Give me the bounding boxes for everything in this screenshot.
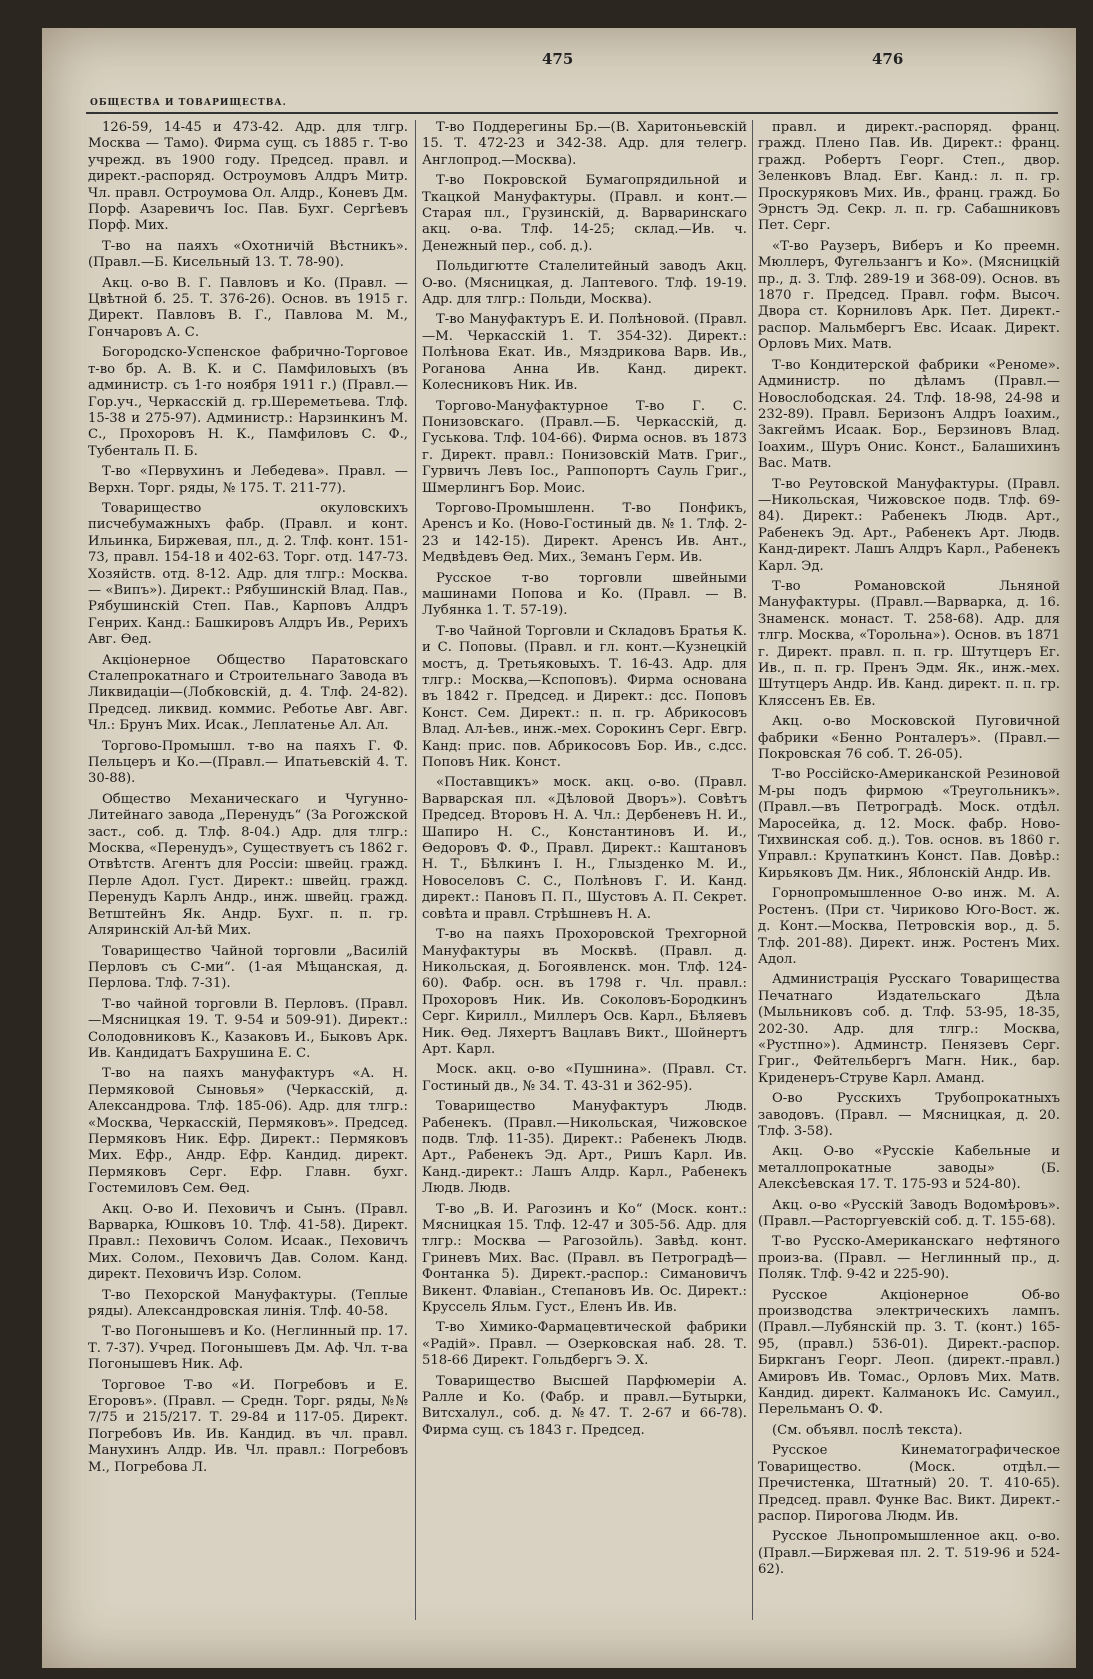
directory-entry: Торгово-Промышленн. Т-во Понфикъ, Аренсъ и Ко. (Ново-Гостиный дв. № 1. Тлф. 2-23 и 142-15). Директ. Аренсъ Ив. Ант., Медвѣдевъ Ѳед. Мих., Земанъ Герм. Ив. — [422, 500, 747, 566]
directory-entry: Т-во Поддерегины Бр.—(В. Харитоньевскій 15. Т. 472-23 и 342-38. Адр. для телегр. Англопрод.—Москва). — [422, 120, 747, 168]
directory-entry: 126-59, 14-45 и 473-42. Адр. для тлгр. Москва — Тамо). Фирма сущ. съ 1885 г. Т-во учрежд. въ 1900 году. Председ. правл. и директ.-распоряд. Остроумовъ Алдръ Митр. Чл. правл. Остроумова Ол. Алдр., Коневъ Дм. Порф. Азаревичъ Іос. Пав. Бухг. Сергѣевъ Порф. Мих. — [88, 120, 408, 234]
directory-entry: Т-во Романовской Льняной Мануфактуры. (Правл.—Варварка, д. 16. Знаменск. монаст. Т. 258-68). Адр. для тлгр. Москва, «Торольна»). Основ. въ 1871 г. Директ. правл. п. п. гр. Штутцеръ Ег. Ив., п. п. гр. Пренъ Эдм. Як., инж.-мех. Штутцеръ Андр. Ив. Канд. директ. п. п. гр. Кляссенъ Ев. Ев. — [758, 578, 1060, 709]
directory-entry: Товарищество Высшей Парфюмеріи А. Ралле и Ко. (Фабр. и правл.—Бутырки, Витсхалул., соб. д. №47. Т. 2-67 и 66-78). Фирма сущ. съ 1843 г. Председ. — [422, 1373, 747, 1438]
directory-entry: правл. и директ.-распоряд. франц. гражд. Плено Пав. Ив. Директ.: франц. гражд. Робертъ Георг. Степ., двор. Зеленковъ Влад. Евг. Канд.: л. п. гр. Проскуряковъ Мих. Ив., франц. гражд. Бо Эрнстъ Эд. Секр. л. п. гр. Сабашниковъ Пет. Серг. — [758, 120, 1060, 234]
directory-entry: Т-во Химико-Фармацевтической фабрики «Радій». Правл. — Озерковская наб. 28. Т. 518-66 Директ. Гольдбергъ Э. Х. — [422, 1320, 747, 1369]
book-page — [42, 28, 1076, 1668]
directory-entry: Торговое Т-во «И. Погребовъ и Е. Егоровъ». (Правл. — Средн. Торг. ряды, №№ 7/75 и 215/217. Т. 29-84 и 117-05. Директ. Погребовъ Ив. Ив. Кандид. въ чл. правл. Манухинъ Алдр. Ив. Чл. правл.: Погребовъ М., Погребова Л. — [88, 1377, 408, 1475]
directory-entry: Т-во Пехорской Мануфактуры. (Теплые ряды). Александровская линія. Тлф. 40-58. — [88, 1287, 408, 1320]
directory-entry: Моск. акц. о-во «Пушнина». (Правл. Ст. Гостиный дв., № 34. Т. 43-31 и 362-95). — [422, 1062, 747, 1094]
directory-entry: Акц. о-во «Русскій Заводъ Водомѣровъ». (Правл.—Расторгуевскій соб. д. Т. 155-68). — [758, 1197, 1060, 1229]
directory-entry: Товарищество окуловскихъ писчебумажныхъ фабр. (Правл. и конт. Ильинка, Биржевая, пл., д. 2. Тлф. конт. 151-73, правл. 154-18 и 402-63. Торг. отд. 147-73. Хозяйств. отд. 8-12. Адр. для тлгр.: Москва. — «Випъ»). Директ.: Рябушинскій Влад. Пав., Рябушинскій Степ. Пав., Карповъ Алдръ Генрих. Канд.: Башкировъ Алдръ Ив., Рерихъ Авг. Ѳед. — [88, 500, 408, 648]
directory-entry: Акц. О-во И. Пеховичъ и Сынъ. (Правл. Варварка, Юшковъ 10. Тлф. 41-58). Директ. Правл.: Пеховичъ Солом. Исаак., Пеховичъ Мих. Солом., Пеховичъ Дав. Солом. Канд. директ. Пеховичъ Изр. Солом. — [88, 1201, 408, 1283]
directory-entry: Т-во Русско-Американскаго нефтяного произ-ва. (Правл. — Неглинный пр., д. Поляк. Тлф. 9-42 и 225-90). — [758, 1234, 1060, 1283]
column-3 — [758, 120, 1060, 1620]
directory-entry: Т-во на паяхъ мануфактуръ «А. Н. Пермяковой Сыновья» (Черкасскій, д. Александрова. Тлф. 185-06). Адр. для тлгр.: «Москва, Черкасскій, Пермяковъ». Председ. Пермяковъ Ник. Ефр. Директ.: Пермяковъ Мих. Ефр., Андр. Ефр. Кандид. директ. Пермяковъ Серг. Ефр. Главн. бухг. Гостемиловъ Сем. Ѳед. — [88, 1066, 408, 1197]
directory-entry: Т-во «Первухинъ и Лебедева». Правл. —Верхн. Торг. ряды, № 175. Т. 211-77). — [88, 464, 408, 496]
directory-entry: Т-во Россійско-Американской Резиновой М-ры подъ фирмою «Треугольникъ». (Правл.—въ Петроградѣ. Моск. отдѣл. Маросейка, д. 12. Моск. фабр. Ново-Тихвинская соб. д.). Тов. основ. въ 1860 г. Управл.: Крупаткинъ Конст. Пав. Довѣр.: Кирьяковъ Дм. Ник., Яблонскій Андр. Ив. — [758, 767, 1060, 881]
directory-entry: Акц. о-во Московской Пуговичной фабрики «Бенно Ронталеръ». (Правл.—Покровская 76 соб. Т. 26-05). — [758, 714, 1060, 763]
directory-entry: Администрація Русскаго Товарищества Печатнаго Издательскаго Дѣла (Мыльниковъ соб. д. Тлф. 53-95, 18-35, 202-30. Адр. для тлгр.: Москва, «Рустпно»). Админстр. Пенязевъ Серг. Григ., Фейтельбергъ Магн. Ник., бар. Криденеръ-Струве Карл. Аманд. — [758, 972, 1060, 1086]
directory-entry: Т-во Погонышевъ и Ко. (Неглинный пр. 17. Т. 7-37). Учред. Погонышевъ Дм. Аф. Чл. т-ва Погонышевъ Ник. Аф. — [88, 1324, 408, 1373]
directory-entry: Горнопромышленное О-во инж. М. А. Ростенъ. (При ст. Чириково Юго-Вост. ж. д. Конт.—Москва, Петровскія вор., д. 5. Тлф. 201-88). Директ. инж. Ростенъ Мих. Адол. — [758, 886, 1060, 967]
running-head: ОБЩЕСТВА И ТОВАРИЩЕСТВА. — [90, 98, 287, 108]
directory-entry: Акціонерное Общество Паратовскаго Сталепрокатнаго и Строительнаго Завода въ Ликвидаціи—(Лобковскій, д. 4. Тлф. 24-82). Председ. ликвид. коммис. Реботье Авг. Авг. Чл.: Брунъ Мих. Исак., Леплатенье Ал. Ал. — [88, 652, 408, 734]
directory-entry: Т-во Чайной Торговли и Складовъ Братья К. и С. Поповы. (Правл. и гл. конт.—Кузнецкій мостъ, д. Третьяковыхъ. Т. 16-43. Адр. для тлгр.: Москва,—Кспоповъ). Фирма основана въ 1842 г. Председ. и Директ.: дсс. Поповъ Конст. Сем. Директ.: п. п. гр. Абрикосовъ Влад. Ал-ѣев., инж.-мех. Сорокинъ Серг. Евгр. Канд: прис. пов. Абрикосовъ Бор. Ив., с.дсс. Поповъ Ник. Конст. — [422, 623, 747, 771]
directory-entry: Акц. О-во «Русскіе Кабельные и металлопрокатные заводы» (Б. Алексѣевская 17. Т. 175-93 и 524-80). — [758, 1144, 1060, 1193]
directory-entry: Т-во Кондитерской фабрики «Реноме». Администр. по дѣламъ (Правл.—Новослободская. 24. Тлф. 18-98, 24-98 и 232-89). Правл. Беризонъ Алдръ Іоахим., Закгеймъ Исаак. Бор., Берзиновъ Влад. Іоахим., Шуръ Онис. Конст., Балашихинъ Вас. Матв. — [758, 357, 1060, 472]
column-divider-1 — [415, 120, 416, 1620]
directory-entry: Т-во Мануфактуръ Е. И. Полѣновой. (Правл.—М. Черкасскій 1. Т. 354-32). Директ.: Полѣнова Екат. Ив., Мяздрикова Варв. Ив., Роганова Анна Ив. Канд. директ. Колесниковъ Ник. Ив. — [422, 312, 747, 394]
directory-entry: «Поставщикъ» моск. акц. о-во. (Правл. Варварская пл. «Дѣловой Дворъ»). Совѣтъ Председ. Второвъ Н. А. Чл.: Дербеневъ Н. И., Шапиро Н. С., Константиновъ И. И., Ѳедоровъ Ф. Ф., Правл. Директ.: Каштановъ Н. Т., Бѣлкинъ І. Н., Глызденко М. И., Новоселовъ С. С., Полѣновъ Г. И. Канд. директ.: Пановъ П. П., Шустовъ А. П. Секрет. совѣта и правл. Стрѣшневъ Н. А. — [422, 775, 747, 922]
page-number-left: 475 — [542, 50, 574, 68]
directory-entry: Русское Кинематографическое Товарищество. (Моск. отдѣл.—Пречистенка, Штатный) 20. Т. 410-65). Председ. правл. Функе Вас. Викт. Директ.-распор. Пирогова Людм. Ив. — [758, 1443, 1060, 1524]
directory-entry: Русское Льнопромышленное акц. о-во. (Правл.—Биржевая пл. 2. Т. 519-96 и 524-62). — [758, 1529, 1060, 1578]
directory-entry: Общество Механическаго и Чугунно-Литейнаго завода „Перенудъ“ (За Рогожской заст., соб. д. Тлф. 8-04.) Адр. для тлгр.: Москва, «Перенудъ», Существуетъ съ 1862 г. Отвѣтств. Агентъ для Россіи: швейц. гражд. Перле Адол. Густ. Директ.: швейц. гражд. Перенудъ Карлъ Андр., инж. швейц. гражд. Ветштейнъ Як. Андр. Бухг. п. п. гр. Аляринскій Ал-ѣй Мих. — [88, 791, 408, 939]
directory-entry: «Т-во Раузеръ, Виберъ и Ко преемн. Мюллеръ, Фугельзангъ и Ко». (Мясницкій пр., д. 3. Тлф. 289-19 и 368-09). Основ. въ 1870 г. Председ. Правл. гофм. Высоч. Двора ст. Корниловъ Арк. Пет. Директ.-распор. Мальмбергъ Евс. Исаак. Директ. Орловъ Мих. Матв. — [758, 238, 1060, 353]
directory-entry: Товарищество Мануфактуръ Людв. Рабенекъ. (Правл.—Никольская, Чижовское подв. Тлф. 11-35). Директ.: Рабенекъ Людв. Арт., Рабенекъ Эд. Арт., Ришъ Карл. Ив. Канд.-директ.: Лашъ Алдр. Карл., Рабенекъ Людв. Людв. — [422, 1099, 747, 1197]
directory-entry: О-во Русскихъ Трубопрокатныхъ заводовъ. (Правл. — Мясницкая, д. 20. Тлф. 3-58). — [758, 1091, 1060, 1139]
top-rule — [86, 112, 1058, 114]
directory-entry: Русское Акціонерное Об-во производства электрическихъ лампъ. (Правл.—Лубянскій пр. 3. Т. (конт.) 165-95, (правл.) 536-01). Директ.-распор. Биркганъ Георг. Леоп. (директ.-правл.) Амировъ Ив. Томас., Орловъ Мих. Матв. Кандид. директ. Калманокъ Ис. Самуил., Перельманъ О. Ф. — [758, 1287, 1060, 1418]
column-2 — [422, 120, 747, 1620]
directory-entry: Т-во на паяхъ Прохоровской Трехгорной Мануфактуры въ Москвѣ. (Правл. д. Никольская, д. Богоявленск. мон. Тлф. 124-60). Фабр. осн. въ 1798 г. Чл. правл.: Прохоровъ Ник. Ив. Соколовъ-Бородкинъ Серг. Кирилл., Миллеръ Осв. Карл., Бѣляевъ Ник. Ѳед. Ляхертъ Вацлавъ Викт., Шойнертъ Арт. Карл. — [422, 927, 747, 1057]
directory-entry: Т-во Покровской Бумагопрядильной и Ткацкой Мануфактуры. (Правл. и конт.—Старая пл., Грузинскій, д. Варваринскаго акц. о-ва. Тлф. 14-25; склад.—Ив. ч. Денежный пер., соб. д.). — [422, 173, 747, 254]
column-1 — [88, 120, 408, 1620]
directory-entry: Богородско-Успенское фабрично-Торговое т-во бр. А. В. К. и С. Памфиловыхъ (въ администр. съ 1-го ноября 1911 г.) (Правл.—Гор.уч., Черкасскій д. гр.Шереметьева. Тлф. 15-38 и 275-97). Администр.: Нарзинкинъ М. С., Прохоровъ Н. К., Памфиловъ С. Ф., Тубенталь П. Б. — [88, 345, 408, 459]
column-divider-2 — [752, 120, 753, 1620]
directory-entry: Торгово-Мануфактурное Т-во Г. С. Понизовскаго. (Правл.—Б. Черкасскій, д. Гуськова. Тлф. 104-66). Фирма основ. въ 1873 г. Директ. правл.: Понизовскій Матв. Григ., Гурвичъ Левъ Іос., Раппопортъ Сауль Григ., Шмерлингъ Бор. Моис. — [422, 398, 747, 496]
directory-entry: Т-во Реутовской Мануфактуры. (Правл. —Никольская, Чижовское подв. Тлф. 69-84). Директ.: Рабенекъ Людв. Арт., Рабенекъ Эд. Арт., Рабенекъ Арт. Людв. Канд-директ. Лашъ Алдръ Карл., Рабенекъ Карл. Эд. — [758, 476, 1060, 574]
directory-entry: Польдигютте Сталелитейный заводъ Акц. О-во. (Мясницкая, д. Лаптевого. Тлф. 19-19. Адр. для тлгр.: Польди, Москва). — [422, 259, 747, 308]
directory-entry: (См. объявл. послѣ текста). — [772, 1422, 963, 1438]
directory-entry: Акц. о-во В. Г. Павловъ и Ко. (Правл. —Цвѣтной б. 25. Т. 376-26). Основ. въ 1915 г. Директ. Павловъ В. Г., Павлова М. М., Гончаровъ А. С. — [88, 275, 408, 340]
directory-entry: Т-во на паяхъ «Охотничій Вѣстникъ». (Правл.—Б. Кисельный 13. Т. 78-90). — [88, 238, 408, 271]
directory-entry: Торгово-Промышл. т-во на паяхъ Г. Ф. Пельцеръ и Ко.—(Правл.— Ипатьевскій 4. Т. 30-88). — [88, 738, 408, 787]
directory-entry: Т-во чайной торговли В. Перловъ. (Правл.—Мясницкая 19. Т. 9-54 и 509-91). Директ.: Солодовниковъ К., Казаковъ И., Быковъ Арк. Ив. Кандидатъ Бахрушина Е. С. — [88, 996, 408, 1061]
directory-entry: Товарищество Чайной торговли „Василій Перловъ съ С-ми“. (1-ая Мѣщанская, д. Перлова. Тлф. 7-31). — [88, 943, 408, 992]
page-number-right: 476 — [872, 50, 904, 68]
directory-entry: Т-во „В. И. Рагозинъ и Ко“ (Моск. конт.: Мясницкая 15. Тлф. 12-47 и 305-56. Адр. для тлгр.: Москва — Рагозойль). Завѣд. конт. Гриневъ Мих. Вас. (Правл. въ Петроградѣ—Фонтанка 5). Директ.-распор.: Симановичъ Викент. Флавіан., Степановъ Ив. Ос. Директ.: Круссель Яльм. Густ., Еленъ Ив. Ив. — [422, 1201, 747, 1316]
directory-entry: Русское т-во торговли швейными машинами Попова и Ко. (Правл. — В. Лубянка 1. Т. 57-19). — [422, 570, 747, 619]
